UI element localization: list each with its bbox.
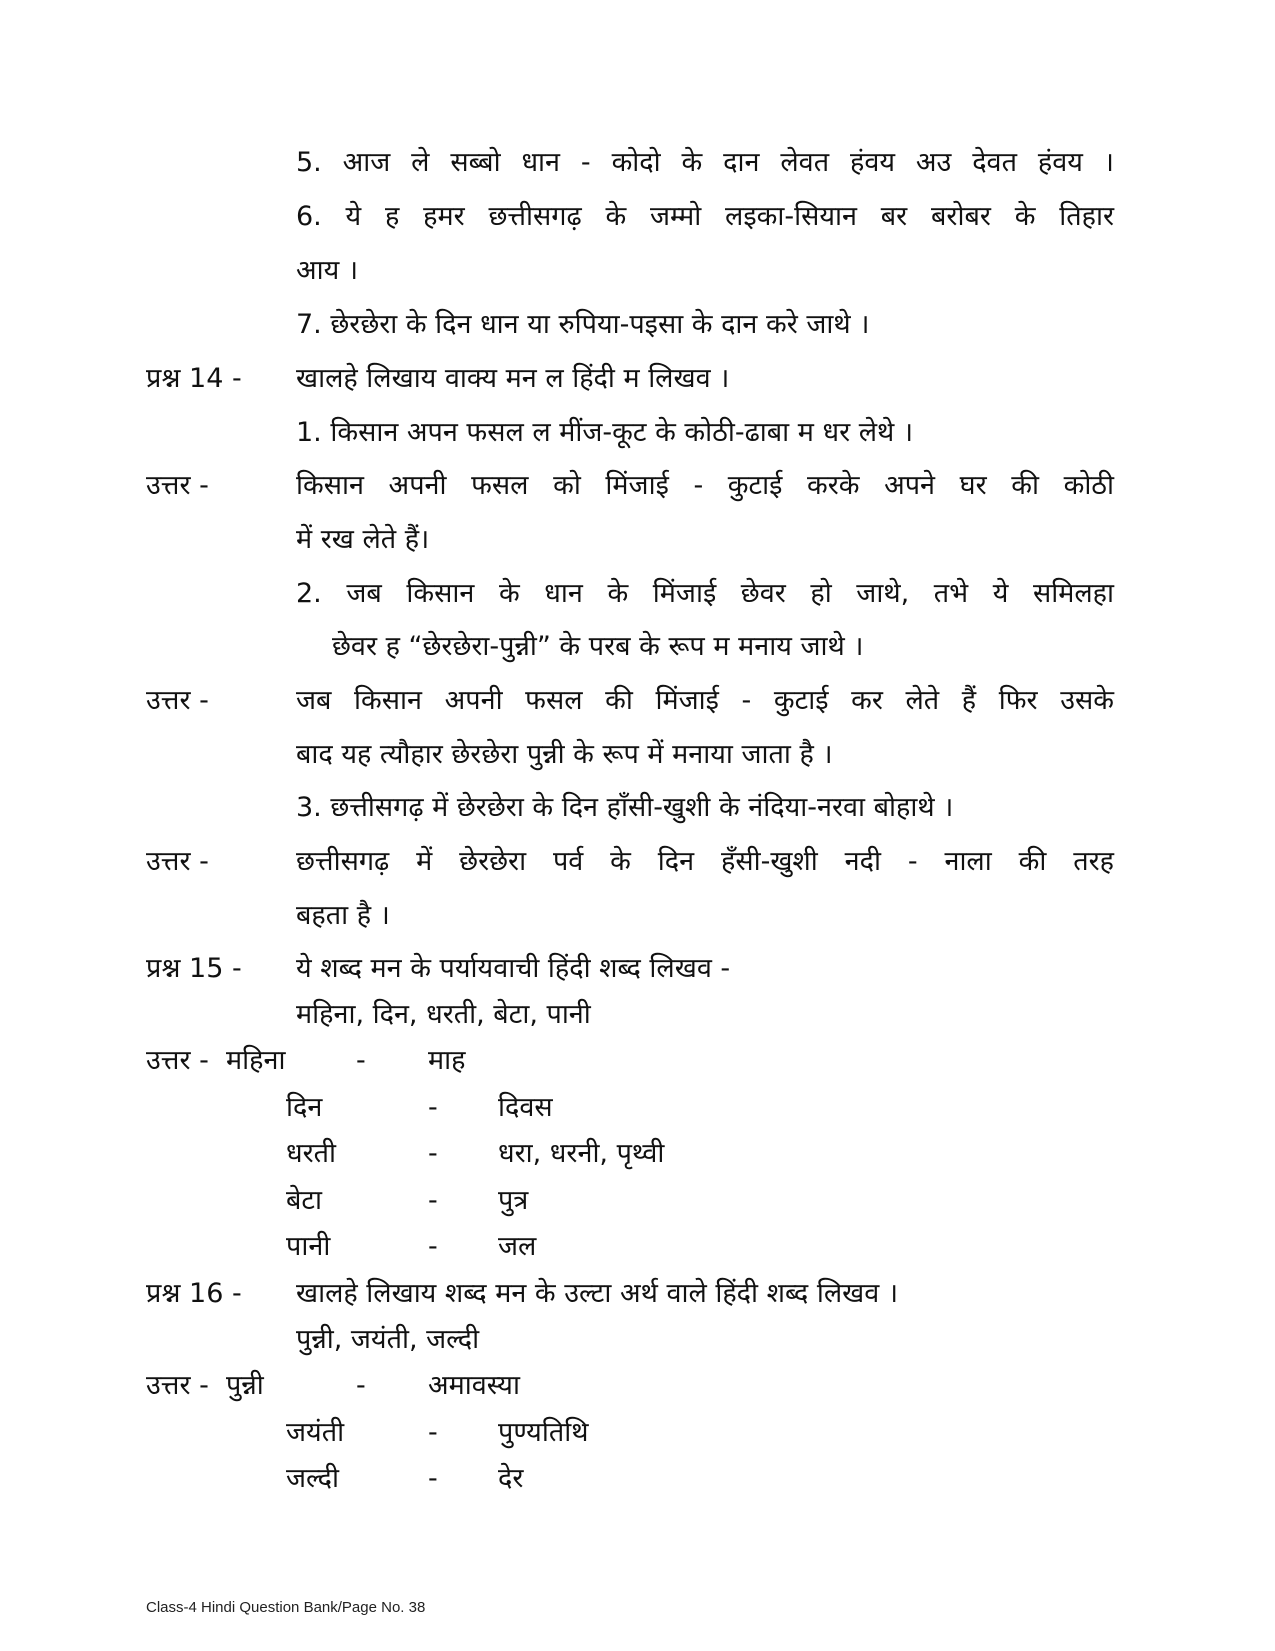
question-15-words: महिना, दिन, धरती, बेटा, पानी xyxy=(296,999,591,1030)
q15-pair-dash: - xyxy=(356,1045,366,1076)
q15-pair-word: दिन xyxy=(286,1092,323,1123)
q14-answer-2-label: उत्तर - xyxy=(146,685,209,716)
q15-pair-answer: माह xyxy=(428,1045,466,1076)
question-15-text: ये शब्द मन के पर्यायवाची हिंदी शब्द लिखव - xyxy=(296,953,731,984)
q16-pair-dash: - xyxy=(428,1463,438,1494)
q15-pair-word: धरती xyxy=(286,1138,337,1169)
question-16-words: पुन्नी, जयंती, जल्दी xyxy=(296,1324,480,1355)
q14-answer-1-line-1: किसान अपनी फसल को मिंजाई - कुटाई करके अपने घर की कोठी xyxy=(296,470,1114,501)
q16-pair-word: पुन्नी xyxy=(226,1370,264,1401)
question-15-label: प्रश्न 15 - xyxy=(146,953,242,984)
q15-answer-label: उत्तर - xyxy=(146,1045,209,1076)
q16-pair-dash: - xyxy=(428,1417,438,1448)
q15-pair-answer: पुत्र xyxy=(498,1185,529,1216)
q15-pair-answer: धरा, धरनी, पृथ्वी xyxy=(498,1138,665,1169)
question-16-text: खालहे लिखाय शब्द मन के उल्टा अर्थ वाले हिंदी शब्द लिखव । xyxy=(296,1278,899,1309)
q14-answer-3-line-1: छत्तीसगढ़ में छेरछेरा पर्व के दिन हँसी-खुशी नदी - नाला की तरह xyxy=(296,846,1114,877)
question-14-label: प्रश्न 14 - xyxy=(146,363,242,394)
q15-pair-dash: - xyxy=(428,1138,438,1169)
q16-pair-word: जल्दी xyxy=(286,1463,340,1494)
q16-answer-label: उत्तर - xyxy=(146,1370,209,1401)
q14-sentence-1: 1. किसान अपन फसल ल मींज-कूट के कोठी-ढाबा म धर लेथे । xyxy=(296,417,914,448)
item-7: 7. छेरछेरा के दिन धान या रुपिया-पइसा के दान करे जाथे । xyxy=(296,309,870,340)
q15-pair-dash: - xyxy=(428,1092,438,1123)
q14-answer-2-line-1: जब किसान अपनी फसल की मिंजाई - कुटाई कर लेते हैं फिर उसके xyxy=(296,685,1114,716)
question-16-label: प्रश्न 16 - xyxy=(146,1278,242,1309)
q15-pair-answer: जल xyxy=(498,1231,537,1262)
q16-pair-answer: अमावस्या xyxy=(428,1370,520,1401)
item-5: 5. आज ले सब्बो धान - कोदो के दान लेवत हंवय अउ देवत हंवय । xyxy=(296,147,1114,178)
q14-answer-2-line-2: बाद यह त्यौहार छेरछेरा पुन्नी के रूप में मनाया जाता है । xyxy=(296,739,833,770)
q16-pair-word: जयंती xyxy=(286,1417,345,1448)
question-14-text: खालहे लिखाय वाक्य मन ल हिंदी म लिखव । xyxy=(296,363,730,394)
q16-pair-answer: पुण्यतिथि xyxy=(498,1417,589,1448)
q14-answer-1-line-2: में रख लेते हैं। xyxy=(296,524,430,555)
q14-answer-3-label: उत्तर - xyxy=(146,846,209,877)
q15-pair-answer: दिवस xyxy=(498,1092,553,1123)
q15-pair-word: महिना xyxy=(226,1045,286,1076)
item-6-line-1: 6. ये ह हमर छत्तीसगढ़ के जम्मो लइका-सियान बर बरोबर के तिहार xyxy=(296,201,1114,232)
q14-sentence-2-line-2: छेवर ह “छेरछेरा-पुन्नी” के परब के रूप म मनाय जाथे । xyxy=(332,631,864,662)
q14-sentence-2-line-1: 2. जब किसान के धान के मिंजाई छेवर हो जाथे, तभे ये समिलहा xyxy=(296,578,1114,609)
q16-pair-dash: - xyxy=(356,1370,366,1401)
item-6-line-2: आय । xyxy=(296,255,359,286)
q14-sentence-3: 3. छत्तीसगढ़ में छेरछेरा के दिन हाँसी-खुशी के नंदिया-नरवा बोहाथे । xyxy=(296,792,954,823)
q15-pair-dash: - xyxy=(428,1185,438,1216)
q16-pair-answer: देर xyxy=(498,1463,524,1494)
q15-pair-dash: - xyxy=(428,1231,438,1262)
q15-pair-word: बेटा xyxy=(286,1185,323,1216)
q14-answer-1-label: उत्तर - xyxy=(146,470,209,501)
page-footer: Class-4 Hindi Question Bank/Page No. 38 xyxy=(146,1599,426,1616)
q14-answer-3-line-2: बहता है । xyxy=(296,900,390,931)
q15-pair-word: पानी xyxy=(286,1231,331,1262)
